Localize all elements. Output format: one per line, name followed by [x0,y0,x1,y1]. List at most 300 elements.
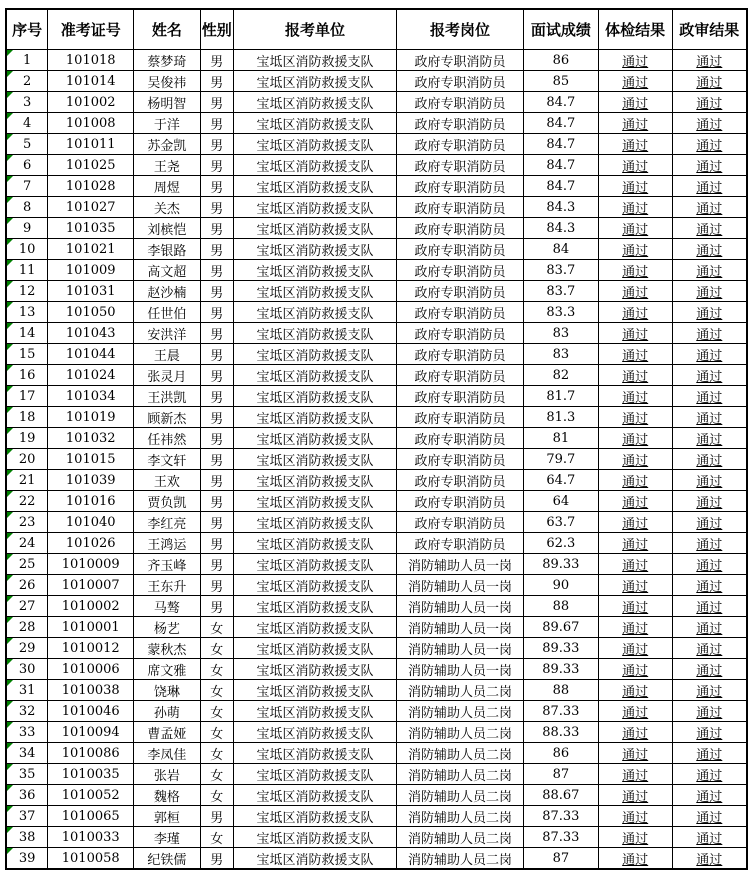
cell-position-value: 政府专职消防员 [414,516,506,532]
cell-physical-result-value: 通过 [622,768,649,784]
cell-physical-result [598,197,672,218]
cell-exam-id [48,134,134,155]
cell-exam-id [48,491,134,512]
error-indicator-triangle-icon [7,197,13,203]
cell-name-value: 魏格 [153,789,180,805]
header-name: 姓名 [134,9,201,50]
cell-index [6,218,48,239]
cell-exam-id-value: 101032 [65,430,116,446]
table-row [6,512,747,533]
cell-physical-result-value: 通过 [622,726,649,742]
cell-physical-result-value: 通过 [622,390,649,406]
cell-exam-id-value: 101028 [65,178,116,194]
cell-name [134,449,201,470]
cell-name [134,638,201,659]
cell-exam-id [48,701,134,722]
cell-name-value: 郭桓 [153,810,180,826]
error-indicator-triangle-icon [7,680,13,686]
cell-political-result [672,617,747,638]
cell-gender [200,197,233,218]
cell-index [6,71,48,92]
cell-physical-result-value: 通过 [622,600,649,616]
cell-position [397,764,524,785]
cell-position [397,344,524,365]
cell-political-result [672,260,747,281]
cell-unit-value: 宝坻区消防救援支队 [256,663,374,679]
cell-interview-score-value: 88 [552,682,570,698]
table-row [6,176,747,197]
cell-name [134,596,201,617]
cell-name [134,617,201,638]
cell-unit [233,281,396,302]
cell-unit-value: 宝坻区消防救援支队 [256,621,374,637]
cell-political-result-value: 通过 [696,222,723,238]
cell-gender [200,575,233,596]
cell-name-value: 王晨 [153,348,180,364]
cell-interview-score [523,302,598,323]
cell-index [6,155,48,176]
cell-unit-value: 宝坻区消防救援支队 [256,96,374,112]
cell-unit [233,92,396,113]
error-indicator-triangle-icon [7,239,13,245]
cell-position-value: 政府专职消防员 [414,159,506,175]
cell-political-result [672,218,747,239]
error-indicator-triangle-icon [7,470,13,476]
cell-interview-score [523,365,598,386]
cell-unit-value: 宝坻区消防救援支队 [256,474,374,490]
cell-index-value: 38 [18,829,36,845]
cell-political-result-value: 通过 [696,180,723,196]
cell-index-value: 24 [18,535,36,551]
cell-unit [233,617,396,638]
error-indicator-triangle-icon [7,176,13,182]
cell-gender [200,71,233,92]
cell-political-result [672,281,747,302]
cell-gender [200,491,233,512]
cell-political-result [672,176,747,197]
cell-index-value: 13 [18,304,36,320]
cell-position-value: 政府专职消防员 [414,180,506,196]
cell-political-result-value: 通过 [696,621,723,637]
cell-index-value: 25 [18,556,36,572]
cell-unit [233,197,396,218]
cell-physical-result [598,344,672,365]
cell-name [134,134,201,155]
cell-index-value: 32 [18,703,36,719]
cell-unit [233,218,396,239]
cell-interview-score [523,449,598,470]
cell-gender-value: 男 [210,348,224,364]
cell-index-value: 2 [23,73,32,89]
error-indicator-triangle-icon [7,596,13,602]
cell-unit-value: 宝坻区消防救援支队 [256,705,374,721]
cell-physical-result-value: 通过 [622,222,649,238]
cell-index-value: 8 [23,199,32,215]
cell-interview-score-value: 85 [552,73,570,89]
cell-physical-result [598,680,672,701]
cell-unit-value: 宝坻区消防救援支队 [256,243,374,259]
cell-political-result-value: 通过 [696,306,723,322]
cell-interview-score [523,218,598,239]
cell-gender-value: 男 [210,180,224,196]
cell-name-value: 张灵月 [147,369,187,385]
cell-name [134,680,201,701]
cell-interview-score-value: 84.3 [546,220,576,236]
cell-physical-result [598,764,672,785]
cell-gender-value: 男 [210,495,224,511]
cell-unit-value: 宝坻区消防救援支队 [256,558,374,574]
cell-physical-result [598,512,672,533]
cell-unit-value: 宝坻区消防救援支队 [256,264,374,280]
cell-position [397,512,524,533]
cell-unit [233,176,396,197]
cell-index-value: 28 [18,619,36,635]
cell-name [134,197,201,218]
cell-political-result-value: 通过 [696,54,723,70]
cell-gender-value: 男 [210,810,224,826]
cell-interview-score [523,407,598,428]
cell-index-value: 18 [18,409,36,425]
cell-interview-score-value: 86 [552,52,570,68]
cell-gender-value: 女 [210,789,224,805]
cell-gender [200,827,233,848]
table-row [6,113,747,134]
cell-exam-id-value: 101034 [65,388,116,404]
cell-unit [233,764,396,785]
cell-index [6,176,48,197]
cell-position-value: 消防辅助人员二岗 [408,831,513,847]
cell-position-value: 政府专职消防员 [414,453,506,469]
cell-interview-score [523,743,598,764]
cell-exam-id [48,407,134,428]
cell-exam-id-value: 101026 [65,535,116,551]
cell-position-value: 政府专职消防员 [414,369,506,385]
cell-political-result-value: 通过 [696,810,723,826]
table-row [6,806,747,827]
cell-interview-score-value: 84.7 [546,157,576,173]
cell-political-result [672,449,747,470]
table-row [6,554,747,575]
cell-name [134,407,201,428]
cell-interview-score [523,554,598,575]
cell-political-result-value: 通过 [696,159,723,175]
cell-name [134,533,201,554]
cell-exam-id [48,596,134,617]
cell-unit-value: 宝坻区消防救援支队 [256,390,374,406]
cell-physical-result [598,785,672,806]
cell-interview-score [523,701,598,722]
error-indicator-triangle-icon [7,806,13,812]
cell-interview-score [523,638,598,659]
cell-interview-score [523,197,598,218]
cell-index-value: 12 [18,283,36,299]
cell-interview-score-value: 63.7 [546,514,576,530]
cell-exam-id [48,218,134,239]
cell-gender [200,155,233,176]
cell-index-value: 3 [23,94,32,110]
cell-exam-id [48,743,134,764]
cell-unit-value: 宝坻区消防救援支队 [256,117,374,133]
cell-interview-score [523,386,598,407]
cell-interview-score [523,575,598,596]
cell-position-value: 消防辅助人员一岗 [408,600,513,616]
cell-gender-value: 男 [210,390,224,406]
cell-gender [200,113,233,134]
cell-physical-result [598,638,672,659]
cell-gender-value: 女 [210,747,224,763]
cell-exam-id-value: 1010046 [61,703,120,719]
cell-name [134,176,201,197]
error-indicator-triangle-icon [7,134,13,140]
cell-gender-value: 男 [210,579,224,595]
cell-interview-score-value: 84 [552,241,570,257]
cell-exam-id [48,428,134,449]
cell-gender-value: 男 [210,558,224,574]
cell-physical-result-value: 通过 [622,327,649,343]
cell-exam-id [48,659,134,680]
cell-physical-result-value: 通过 [622,516,649,532]
cell-physical-result [598,659,672,680]
cell-position [397,533,524,554]
cell-interview-score-value: 90 [552,577,570,593]
cell-name-value: 席文雅 [147,663,187,679]
cell-political-result-value: 通过 [696,264,723,280]
cell-unit [233,449,396,470]
cell-index-value: 15 [18,346,36,362]
cell-physical-result [598,554,672,575]
cell-interview-score-value: 88 [552,598,570,614]
cell-exam-id [48,302,134,323]
cell-index [6,722,48,743]
cell-gender [200,848,233,870]
cell-interview-score [523,533,598,554]
cell-physical-result [598,71,672,92]
cell-index [6,659,48,680]
header-gender: 性别 [200,9,233,50]
cell-unit [233,113,396,134]
cell-physical-result [598,50,672,71]
cell-index-value: 19 [18,430,36,446]
cell-unit [233,659,396,680]
cell-unit [233,386,396,407]
cell-physical-result [598,848,672,870]
cell-interview-score-value: 86 [552,745,570,761]
error-indicator-triangle-icon [7,659,13,665]
cell-name [134,281,201,302]
cell-unit [233,701,396,722]
cell-physical-result [598,428,672,449]
cell-political-result-value: 通过 [696,390,723,406]
cell-political-result [672,533,747,554]
cell-political-result [672,155,747,176]
cell-position [397,680,524,701]
cell-physical-result [598,155,672,176]
cell-unit [233,785,396,806]
cell-gender [200,596,233,617]
cell-interview-score [523,848,598,870]
cell-physical-result [598,365,672,386]
cell-exam-id-value: 101018 [65,52,116,68]
cell-index-value: 4 [23,115,32,131]
cell-position [397,806,524,827]
cell-political-result-value: 通过 [696,369,723,385]
cell-position [397,596,524,617]
cell-index [6,491,48,512]
header-exam-id: 准考证号 [48,9,134,50]
cell-physical-result-value: 通过 [622,180,649,196]
cell-interview-score [523,239,598,260]
cell-unit-value: 宝坻区消防救援支队 [256,642,374,658]
table-row [6,323,747,344]
cell-index-value: 34 [18,745,36,761]
table-row [6,701,747,722]
cell-position [397,92,524,113]
cell-interview-score [523,176,598,197]
error-indicator-triangle-icon [7,92,13,98]
cell-physical-result-value: 通过 [622,495,649,511]
table-row [6,764,747,785]
cell-interview-score-value: 88.67 [542,787,580,803]
cell-unit-value: 宝坻区消防救援支队 [256,600,374,616]
cell-physical-result-value: 通过 [622,789,649,805]
cell-index [6,113,48,134]
table-row [6,407,747,428]
error-indicator-triangle-icon [7,848,13,854]
cell-exam-id [48,197,134,218]
cell-exam-id-value: 101024 [65,367,116,383]
table-row [6,785,747,806]
cell-position-value: 政府专职消防员 [414,117,506,133]
cell-index [6,617,48,638]
cell-interview-score-value: 82 [552,367,570,383]
cell-exam-id-value: 101031 [65,283,116,299]
cell-political-result-value: 通过 [696,243,723,259]
table-row [6,155,747,176]
cell-gender [200,512,233,533]
error-indicator-triangle-icon [7,491,13,497]
cell-position-value: 消防辅助人员一岗 [408,579,513,595]
cell-exam-id [48,92,134,113]
cell-physical-result-value: 通过 [622,369,649,385]
cell-physical-result-value: 通过 [622,54,649,70]
cell-exam-id-value: 101035 [65,220,116,236]
cell-unit-value: 宝坻区消防救援支队 [256,222,374,238]
cell-index-value: 30 [18,661,36,677]
cell-exam-id-value: 101044 [65,346,116,362]
cell-unit [233,344,396,365]
cell-interview-score [523,470,598,491]
table-body [6,50,747,870]
cell-position-value: 消防辅助人员二岗 [408,852,513,868]
cell-index [6,407,48,428]
cell-gender [200,680,233,701]
cell-interview-score [523,491,598,512]
error-indicator-triangle-icon [7,428,13,434]
cell-physical-result [598,533,672,554]
cell-political-result-value: 通过 [696,852,723,868]
cell-index-value: 31 [18,682,36,698]
cell-position-value: 政府专职消防员 [414,243,506,259]
cell-index-value: 21 [18,472,36,488]
table-row [6,659,747,680]
cell-unit [233,722,396,743]
cell-unit-value: 宝坻区消防救援支队 [256,747,374,763]
cell-exam-id [48,239,134,260]
table-row [6,575,747,596]
cell-index [6,596,48,617]
cell-unit [233,365,396,386]
table-row [6,722,747,743]
cell-name-value: 关杰 [153,201,180,217]
cell-physical-result-value: 通过 [622,684,649,700]
cell-political-result-value: 通过 [696,117,723,133]
cell-name [134,113,201,134]
cell-position [397,218,524,239]
cell-political-result-value: 通过 [696,411,723,427]
cell-political-result [672,407,747,428]
cell-position-value: 消防辅助人员二岗 [408,726,513,742]
cell-exam-id-value: 1010007 [61,577,120,593]
cell-political-result [672,701,747,722]
cell-political-result [672,827,747,848]
cell-position [397,827,524,848]
cell-name-value: 吴俊祎 [147,75,187,91]
cell-physical-result [598,617,672,638]
cell-name-value: 马骜 [153,600,180,616]
cell-index-value: 36 [18,787,36,803]
cell-position-value: 政府专职消防员 [414,348,506,364]
cell-physical-result-value: 通过 [622,348,649,364]
cell-interview-score-value: 83.3 [546,304,576,320]
cell-physical-result-value: 通过 [622,75,649,91]
cell-interview-score-value: 87 [552,766,570,782]
cell-interview-score [523,92,598,113]
cell-interview-score [523,281,598,302]
cell-physical-result [598,323,672,344]
cell-interview-score [523,722,598,743]
cell-unit-value: 宝坻区消防救援支队 [256,201,374,217]
cell-unit [233,848,396,870]
cell-interview-score [523,512,598,533]
cell-gender-value: 男 [210,285,224,301]
cell-physical-result [598,281,672,302]
cell-political-result-value: 通过 [696,537,723,553]
cell-name [134,827,201,848]
cell-position [397,617,524,638]
cell-interview-score [523,806,598,827]
cell-index-value: 20 [18,451,36,467]
cell-position-value: 政府专职消防员 [414,96,506,112]
cell-exam-id-value: 1010012 [61,640,120,656]
cell-unit-value: 宝坻区消防救援支队 [256,369,374,385]
cell-name-value: 杨明智 [147,96,187,112]
cell-index [6,428,48,449]
cell-exam-id-value: 101009 [65,262,116,278]
cell-political-result-value: 通过 [696,768,723,784]
cell-unit [233,827,396,848]
cell-exam-id [48,806,134,827]
cell-interview-score-value: 81 [552,430,570,446]
cell-name [134,71,201,92]
cell-index [6,575,48,596]
cell-position [397,848,524,870]
cell-unit-value: 宝坻区消防救援支队 [256,810,374,826]
cell-exam-id-value: 1010086 [61,745,120,761]
cell-exam-id-value: 1010035 [61,766,120,782]
error-indicator-triangle-icon [7,785,13,791]
cell-gender [200,722,233,743]
error-indicator-triangle-icon [7,50,13,56]
